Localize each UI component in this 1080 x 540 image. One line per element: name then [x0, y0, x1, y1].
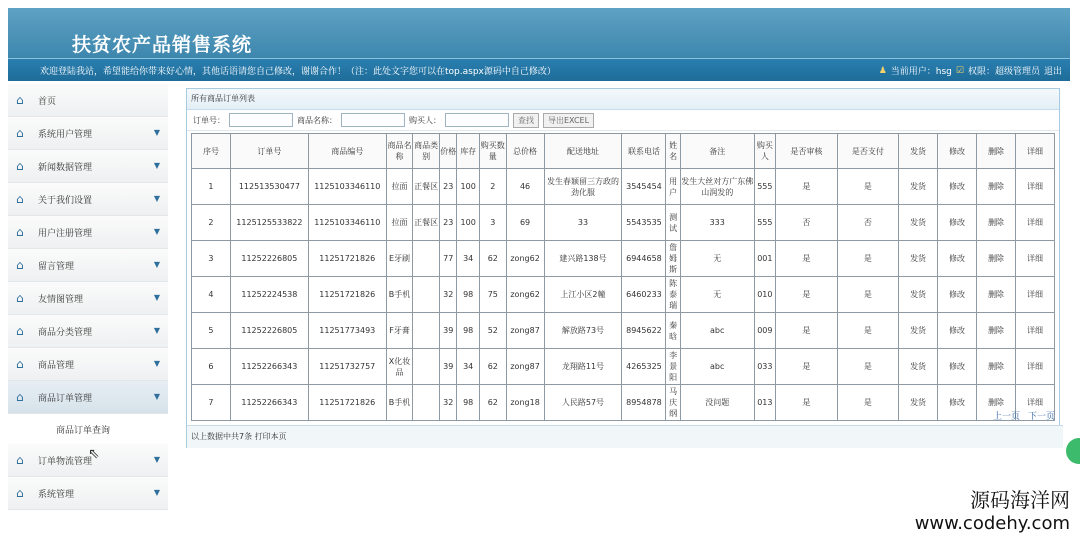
- table-cell: zong87: [506, 349, 544, 385]
- chevron-down-icon: ▼: [153, 392, 160, 401]
- sidebar-item-label: 留言管理: [38, 261, 75, 272]
- table-cell: 正餐区: [413, 205, 440, 241]
- table-cell: 333: [680, 205, 754, 241]
- table-cell: X化妆品: [386, 349, 413, 385]
- table-cell: 没问题: [680, 385, 754, 421]
- column-header: 总价格: [506, 134, 544, 169]
- chevron-down-icon: ▼: [153, 227, 160, 236]
- table-cell: 拉面: [386, 205, 413, 241]
- ship-link[interactable]: 发货: [899, 277, 938, 313]
- table-cell: 3: [192, 241, 231, 277]
- table-row: [192, 349, 1055, 385]
- table-cell: 发生春颖留三方政的劲化服: [544, 169, 622, 205]
- table-row: [192, 385, 1055, 421]
- filter-bar: [187, 110, 1059, 131]
- table-cell: 62: [479, 349, 506, 385]
- column-header: 库存: [457, 134, 480, 169]
- chevron-down-icon: ▼: [153, 293, 160, 302]
- top-banner: [8, 8, 1070, 58]
- table-cell: 7: [192, 385, 231, 421]
- column-header: 购买数量: [479, 134, 506, 169]
- table-cell: 是: [837, 349, 898, 385]
- sidebar-item-label: 新闻数据管理: [38, 162, 93, 173]
- sidebar-item-label: 商品分类管理: [38, 327, 93, 338]
- sidebar-item-label: 首页: [38, 96, 57, 107]
- table-cell: 2: [479, 169, 506, 205]
- table-cell: B手机: [386, 277, 413, 313]
- table-cell: 34: [457, 349, 480, 385]
- table-cell: 2: [192, 205, 231, 241]
- table-cell: 4265325: [622, 349, 666, 385]
- table-cell: 3545454: [622, 169, 666, 205]
- delete-link[interactable]: 删除: [976, 205, 1015, 241]
- edit-link[interactable]: 修改: [938, 313, 977, 349]
- watermark-url: www.codehy.com: [914, 513, 1070, 534]
- sidebar-item-label: 关于我们设置: [38, 195, 93, 206]
- table-cell: zong62: [506, 277, 544, 313]
- table-cell: [413, 349, 440, 385]
- chevron-down-icon: ▼: [153, 455, 160, 464]
- buyer-input[interactable]: [445, 113, 509, 127]
- table-cell: zong62: [506, 241, 544, 277]
- product-name-input[interactable]: [341, 113, 405, 127]
- table-cell: [413, 313, 440, 349]
- table-cell: 013: [754, 385, 776, 421]
- home-icon: ⌂: [16, 486, 24, 500]
- table-cell: 无: [680, 277, 754, 313]
- table-cell: 100: [457, 205, 480, 241]
- detail-link[interactable]: 详细: [1015, 349, 1054, 385]
- table-cell: 1125103346110: [308, 205, 386, 241]
- order-number-input[interactable]: [229, 113, 293, 127]
- table-cell: 上江小区2幢: [544, 277, 622, 313]
- detail-link[interactable]: 详细: [1015, 241, 1054, 277]
- column-header: 备注: [680, 134, 754, 169]
- welcome-text: 欢迎登陆我站，希望能给你带来好心情，其他话语请您自己修改，谢谢合作！（注：此处文字您可以在top.aspx源码中自己修改）: [40, 67, 556, 77]
- table-cell: [413, 241, 440, 277]
- table-cell: 1: [192, 169, 231, 205]
- ship-link[interactable]: 发货: [899, 169, 938, 205]
- sidebar-item-categories[interactable]: [8, 315, 168, 348]
- table-cell: 32: [440, 385, 457, 421]
- table-cell: 033: [754, 349, 776, 385]
- table-cell: 75: [479, 277, 506, 313]
- permission-text: 权限：超级管理员: [967, 67, 1040, 77]
- table-cell: 46: [506, 169, 544, 205]
- edit-link[interactable]: 修改: [938, 385, 977, 421]
- submenu-order-query[interactable]: 商品订单查询: [8, 414, 168, 444]
- table-cell: 是: [776, 385, 837, 421]
- watermark: [915, 484, 1070, 534]
- table-cell: E牙刷: [386, 241, 413, 277]
- column-header: 购买人: [754, 134, 776, 169]
- table-cell: 98: [457, 277, 480, 313]
- sidebar-item-label: 用户注册管理: [38, 228, 93, 239]
- edit-link[interactable]: 修改: [938, 349, 977, 385]
- table-cell: 6: [192, 349, 231, 385]
- table-cell: 詹姆斯: [666, 241, 680, 277]
- current-user: 当前用户：hsg: [890, 67, 952, 77]
- order-list-panel: [186, 88, 1060, 448]
- table-cell: 98: [457, 385, 480, 421]
- sidebar-item-news[interactable]: [8, 150, 168, 183]
- product-label: 商品名称：: [297, 115, 337, 125]
- table-cell: 1125125533822: [230, 205, 308, 241]
- sidebar-item-home[interactable]: [8, 84, 168, 117]
- home-icon: ⌂: [16, 357, 24, 371]
- sidebar-item-label: 订单物流管理: [38, 456, 93, 467]
- table-cell: 是: [776, 169, 837, 205]
- table-row: [192, 277, 1055, 313]
- home-icon: ⌂: [16, 192, 24, 206]
- table-cell: abc: [680, 313, 754, 349]
- column-header: 商品类别: [413, 134, 440, 169]
- home-icon: ⌂: [16, 159, 24, 173]
- table-cell: 11251721826: [308, 385, 386, 421]
- ship-link[interactable]: 发货: [899, 313, 938, 349]
- sidebar-item-system-users[interactable]: [8, 117, 168, 150]
- ship-link[interactable]: 发货: [899, 241, 938, 277]
- user-icon: ♟: [878, 65, 887, 76]
- table-cell: 是: [837, 313, 898, 349]
- column-header: 价格: [440, 134, 457, 169]
- table-cell: 8945622: [622, 313, 666, 349]
- prev-page-link[interactable]: 上一页: [992, 412, 1020, 422]
- table-footer: 以上数据中共7条 打印本页: [187, 425, 1063, 448]
- table-cell: 否: [776, 205, 837, 241]
- edit-link[interactable]: 修改: [938, 169, 977, 205]
- table-cell: 秦晗: [666, 313, 680, 349]
- floating-tab[interactable]: [1066, 438, 1080, 464]
- edit-link[interactable]: 修改: [938, 241, 977, 277]
- watermark-name: 源码海洋网: [970, 488, 1070, 512]
- table-cell: [413, 385, 440, 421]
- detail-link[interactable]: 详细: [1015, 313, 1054, 349]
- sidebar-item-label: 商品订单管理: [38, 393, 93, 404]
- sidebar-item-label: 友情图管理: [38, 294, 84, 305]
- sidebar-item-products[interactable]: [8, 348, 168, 381]
- table-cell: 98: [457, 313, 480, 349]
- column-header: 商品编号: [308, 134, 386, 169]
- column-header: 配送地址: [544, 134, 622, 169]
- delete-link[interactable]: 删除: [976, 241, 1015, 277]
- table-cell: 陈泰瑞: [666, 277, 680, 313]
- table-cell: 4: [192, 277, 231, 313]
- table-cell: 11251721826: [308, 241, 386, 277]
- table-row: [192, 205, 1055, 241]
- table-cell: 23: [440, 205, 457, 241]
- pager: [993, 409, 1055, 422]
- column-header: 修改: [938, 134, 977, 169]
- home-icon: ⌂: [16, 324, 24, 338]
- delete-link[interactable]: 删除: [976, 385, 1015, 421]
- table-cell: 555: [754, 169, 776, 205]
- home-icon: ⌂: [16, 225, 24, 239]
- next-page-link[interactable]: 下一页: [1027, 412, 1055, 422]
- sidebar-item-label: 商品管理: [38, 360, 75, 371]
- app-title: 扶贫农产品销售系统: [72, 34, 253, 56]
- table-cell: 测试: [666, 205, 680, 241]
- table-cell: 是: [776, 313, 837, 349]
- search-button[interactable]: 查找: [513, 113, 539, 128]
- table-cell: 5543535: [622, 205, 666, 241]
- delete-link[interactable]: 删除: [976, 313, 1015, 349]
- table-cell: 77: [440, 241, 457, 277]
- table-cell: zong87: [506, 313, 544, 349]
- column-header: 是否审核: [776, 134, 837, 169]
- table-row: [192, 313, 1055, 349]
- ship-link[interactable]: 发货: [899, 349, 938, 385]
- table-cell: 32: [440, 277, 457, 313]
- table-cell: 是: [776, 241, 837, 277]
- table-cell: 建兴路138号: [544, 241, 622, 277]
- column-header: 序号: [192, 134, 231, 169]
- table-cell: 11251773493: [308, 313, 386, 349]
- table-cell: 34: [457, 241, 480, 277]
- table-cell: 用户: [666, 169, 680, 205]
- home-icon: ⌂: [16, 390, 24, 404]
- detail-link[interactable]: 详细: [1015, 277, 1054, 313]
- column-header: 是否支付: [837, 134, 898, 169]
- table-cell: 是: [776, 349, 837, 385]
- table-cell: B手机: [386, 385, 413, 421]
- table-cell: 100: [457, 169, 480, 205]
- table-cell: 6944658: [622, 241, 666, 277]
- table-cell: 3: [479, 205, 506, 241]
- column-header: 删除: [976, 134, 1015, 169]
- table-cell: zong18: [506, 385, 544, 421]
- chevron-down-icon: ▼: [153, 326, 160, 335]
- table-cell: 龙翔路11号: [544, 349, 622, 385]
- table-cell: 拉面: [386, 169, 413, 205]
- home-icon: ⌂: [16, 126, 24, 140]
- table-cell: 是: [776, 277, 837, 313]
- table-cell: 8954878: [622, 385, 666, 421]
- column-header: 发货: [899, 134, 938, 169]
- table-row: [192, 241, 1055, 277]
- home-icon: ⌂: [16, 258, 24, 272]
- table-cell: 11251721826: [308, 277, 386, 313]
- column-header: 详细: [1015, 134, 1054, 169]
- table-cell: 11252226805: [230, 313, 308, 349]
- chevron-down-icon: ▼: [153, 359, 160, 368]
- sidebar-item-label: 系统管理: [38, 489, 75, 500]
- sidebar-item-friend-links[interactable]: [8, 282, 168, 315]
- mouse-cursor-icon: ⇖: [88, 446, 100, 462]
- table-cell: 62: [479, 385, 506, 421]
- buyer-label: 购买人：: [409, 115, 441, 125]
- chevron-down-icon: ▼: [153, 194, 160, 203]
- table-cell: F牙膏: [386, 313, 413, 349]
- sidebar-item-orders[interactable]: [8, 381, 168, 414]
- table-cell: 62: [479, 241, 506, 277]
- table-cell: 39: [440, 349, 457, 385]
- user-info: [879, 64, 1062, 77]
- table-cell: 解放路73号: [544, 313, 622, 349]
- ship-link[interactable]: 发货: [899, 385, 938, 421]
- table-cell: 39: [440, 313, 457, 349]
- table-cell: 无: [680, 241, 754, 277]
- table-cell: 001: [754, 241, 776, 277]
- table-cell: 009: [754, 313, 776, 349]
- table-cell: 1125103346110: [308, 169, 386, 205]
- column-header: 订单号: [230, 134, 308, 169]
- sidebar-item-user-registration[interactable]: [8, 216, 168, 249]
- delete-link[interactable]: 删除: [976, 169, 1015, 205]
- logout-link[interactable]: 退出: [1043, 67, 1062, 77]
- table-cell: [413, 277, 440, 313]
- ship-link[interactable]: 发货: [899, 205, 938, 241]
- detail-link[interactable]: 详细: [1015, 205, 1054, 241]
- table-cell: 112513530477: [230, 169, 308, 205]
- table-cell: 52: [479, 313, 506, 349]
- column-header: 商品名称: [386, 134, 413, 169]
- table-cell: 6460233: [622, 277, 666, 313]
- chevron-down-icon: ▼: [153, 260, 160, 269]
- table-cell: 是: [837, 277, 898, 313]
- table-cell: 发生大丝对方广东佛山润发的: [680, 169, 754, 205]
- orders-table: [191, 133, 1055, 421]
- table-cell: 马庆纲: [666, 385, 680, 421]
- column-header: 联系电话: [622, 134, 666, 169]
- table-cell: 33: [544, 205, 622, 241]
- table-cell: 11251732757: [308, 349, 386, 385]
- table-cell: 人民路57号: [544, 385, 622, 421]
- home-icon: ⌂: [16, 291, 24, 305]
- table-cell: 11252266343: [230, 349, 308, 385]
- export-excel-button[interactable]: 导出EXCEL: [543, 113, 594, 128]
- table-cell: 69: [506, 205, 544, 241]
- table-cell: 11252266343: [230, 385, 308, 421]
- delete-link[interactable]: 删除: [976, 349, 1015, 385]
- table-cell: 是: [837, 241, 898, 277]
- table-cell: 11252226805: [230, 241, 308, 277]
- panel-title: 所有商品订单列表: [187, 89, 1059, 110]
- table-cell: 李景阳: [666, 349, 680, 385]
- table-cell: abc: [680, 349, 754, 385]
- table-cell: 010: [754, 277, 776, 313]
- detail-link[interactable]: 详细: [1015, 385, 1054, 421]
- table-cell: 555: [754, 205, 776, 241]
- table-cell: 23: [440, 169, 457, 205]
- sidebar-item-label: 系统用户管理: [38, 129, 93, 140]
- sidebar-item-messages[interactable]: [8, 249, 168, 282]
- edit-link[interactable]: 修改: [938, 277, 977, 313]
- chevron-down-icon: ▼: [153, 161, 160, 170]
- order-label: 订单号：: [193, 115, 225, 125]
- table-header-row: [192, 134, 1055, 169]
- sidebar-item-system[interactable]: [8, 477, 168, 510]
- edit-link[interactable]: 修改: [938, 205, 977, 241]
- home-icon: ⌂: [16, 453, 24, 467]
- detail-link[interactable]: 详细: [1015, 169, 1054, 205]
- table-cell: 否: [837, 205, 898, 241]
- table-cell: 是: [837, 169, 898, 205]
- info-bar: [8, 58, 1070, 81]
- table-cell: 是: [837, 385, 898, 421]
- chevron-down-icon: ▼: [153, 488, 160, 497]
- table-cell: 5: [192, 313, 231, 349]
- home-icon: ⌂: [16, 93, 24, 107]
- chevron-down-icon: ▼: [153, 128, 160, 137]
- permission-icon: ☑: [955, 65, 964, 76]
- delete-link[interactable]: 删除: [976, 277, 1015, 313]
- sidebar-item-about[interactable]: [8, 183, 168, 216]
- table-cell: 正餐区: [413, 169, 440, 205]
- table-row: [192, 169, 1055, 205]
- table-cell: 11252224538: [230, 277, 308, 313]
- column-header: 姓名: [666, 134, 680, 169]
